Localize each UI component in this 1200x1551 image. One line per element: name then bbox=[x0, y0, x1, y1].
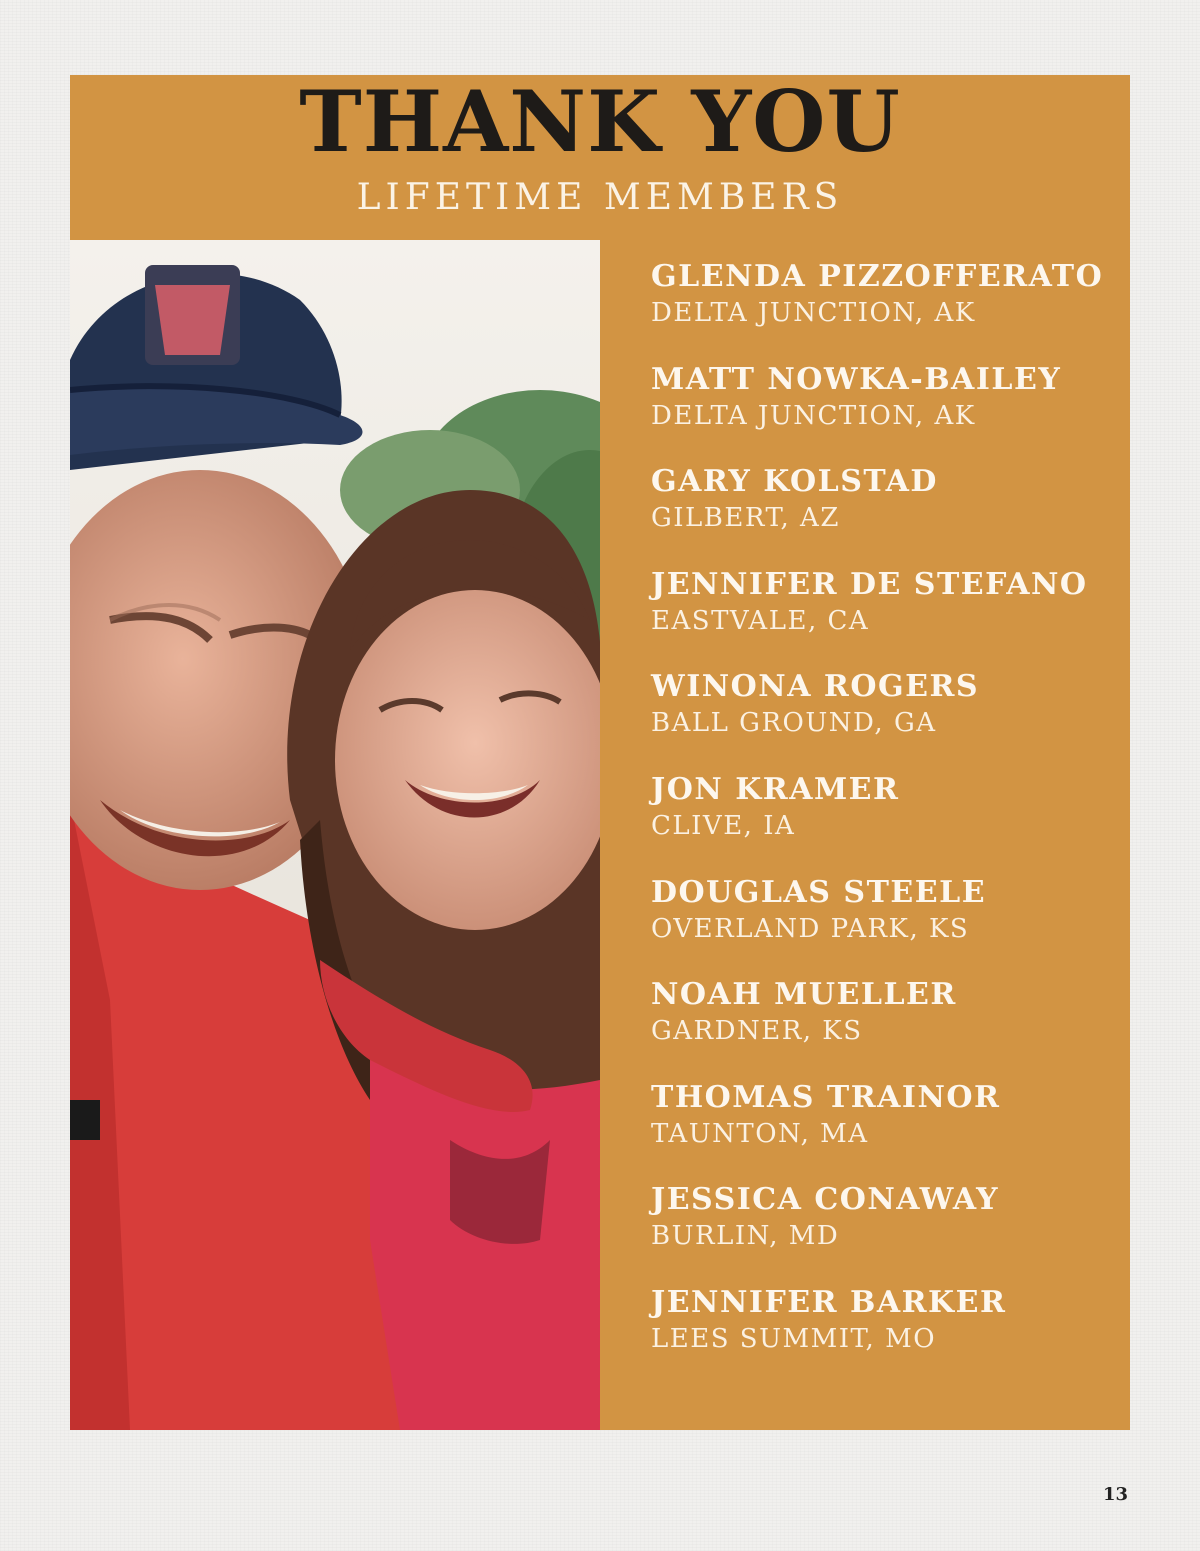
member-name: JENNIFER BARKER bbox=[651, 1284, 1007, 1320]
member-location: CLIVE, IA bbox=[651, 810, 796, 841]
member-location: DELTA JUNCTION, AK bbox=[651, 400, 976, 431]
member-entry bbox=[651, 668, 1121, 771]
member-name: GARY KOLSTAD bbox=[651, 464, 938, 500]
member-location: DELTA JUNCTION, AK bbox=[651, 298, 976, 328]
member-name: MATT NOWKA-BAILEY bbox=[651, 361, 1062, 397]
member-entry bbox=[651, 258, 1121, 361]
member-entry bbox=[651, 1284, 1121, 1387]
member-name: WINONA ROGERS bbox=[651, 669, 980, 705]
member-name: JESSICA CONAWAY bbox=[651, 1182, 1000, 1218]
member-entry bbox=[651, 976, 1121, 1079]
member-entry bbox=[651, 771, 1121, 874]
member-entry bbox=[651, 463, 1121, 566]
member-location: BURLIN, MD bbox=[651, 1221, 840, 1252]
page-number: 13 bbox=[1102, 1484, 1128, 1505]
page-subtitle: LIFETIME MEMBERS bbox=[356, 177, 844, 218]
member-name: DOUGLAS STEELE bbox=[651, 874, 987, 910]
member-entry bbox=[651, 566, 1121, 669]
member-location: OVERLAND PARK, KS bbox=[651, 913, 970, 944]
member-name: JON KRAMER bbox=[651, 771, 900, 807]
member-location: GILBERT, AZ bbox=[651, 503, 840, 534]
member-location: GARDNER, KS bbox=[651, 1016, 863, 1047]
member-entry bbox=[651, 1079, 1121, 1182]
member-name: GLENDA PIZZOFFERATO bbox=[651, 259, 1104, 294]
member-location: BALL GROUND, GA bbox=[651, 708, 937, 739]
member-name: JENNIFER DE STEFANO bbox=[651, 566, 1088, 602]
member-entry bbox=[651, 1181, 1121, 1284]
member-location: LEES SUMMIT, MO bbox=[651, 1323, 937, 1354]
member-entry bbox=[651, 361, 1121, 464]
member-photo bbox=[70, 240, 600, 1430]
members-list bbox=[651, 258, 1121, 1387]
member-name: THOMAS TRAINOR bbox=[651, 1079, 1001, 1115]
member-location: TAUNTON, MA bbox=[651, 1118, 869, 1149]
member-location: EASTVALE, CA bbox=[651, 605, 870, 636]
member-name: NOAH MUELLER bbox=[651, 977, 957, 1013]
member-entry bbox=[651, 874, 1121, 977]
page-title: THANK YOU bbox=[299, 72, 901, 171]
